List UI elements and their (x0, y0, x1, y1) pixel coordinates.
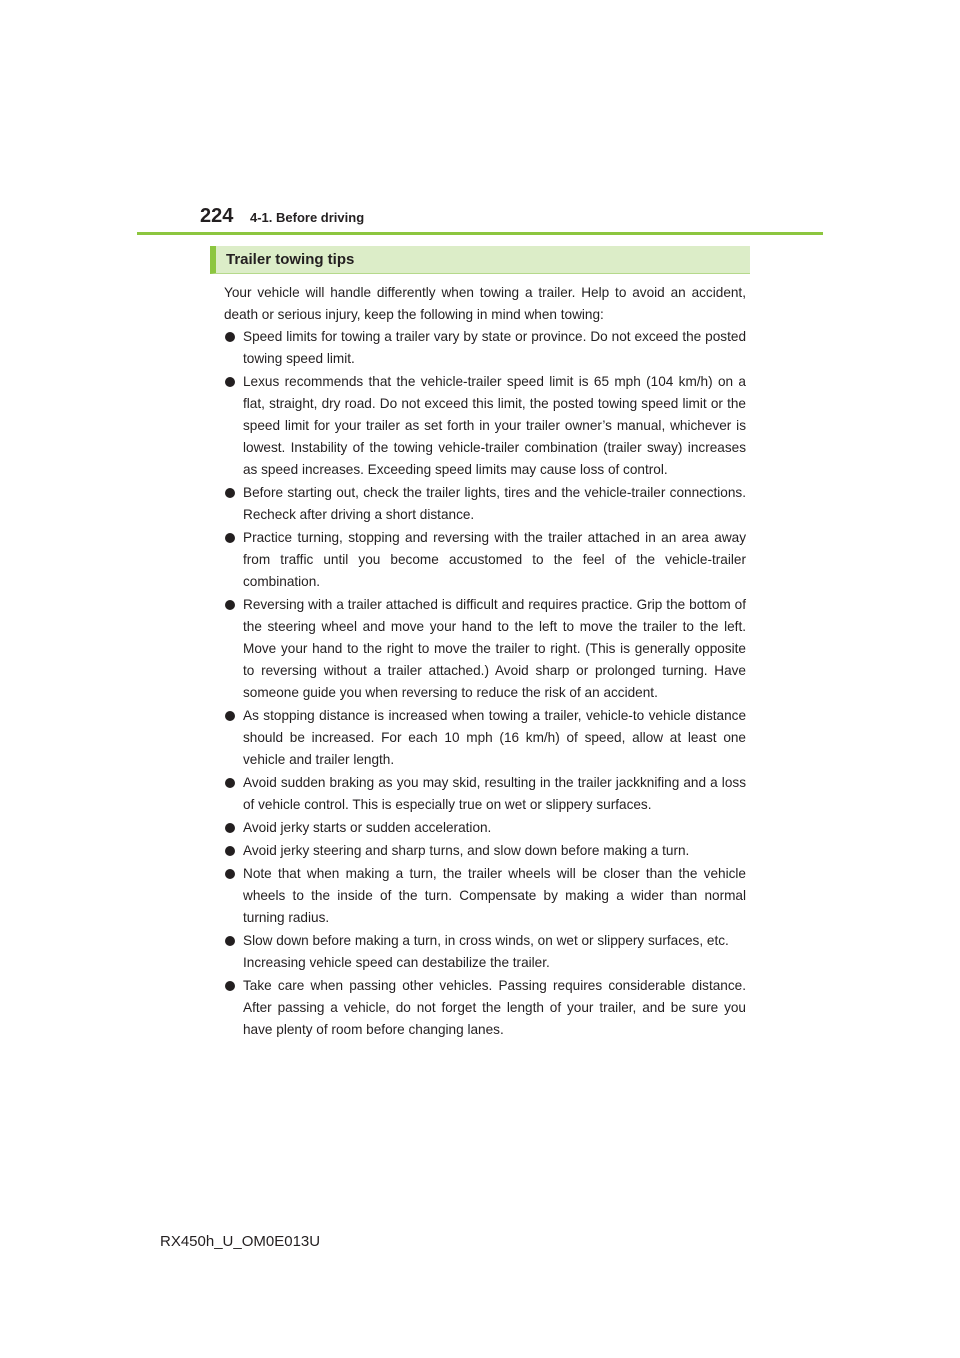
tips-list (224, 326, 746, 1041)
list-item-text: Practice turning, stopping and reversing with the trailer attached in an area away from traffic until you become accustomed to the feel of the vehicle-trailer combination. (243, 530, 746, 589)
list-item-text: Avoid sudden braking as you may skid, resulting in the trailer jackknifing and a loss of vehicle control. This is especially true on wet or slippery surfaces. (243, 775, 746, 812)
page-number: 224 (200, 205, 234, 227)
list-item-text: Slow down before making a turn, in cross winds, on wet or slippery surfaces, etc. (243, 933, 729, 948)
section-heading-bar (210, 246, 750, 274)
list-item (224, 863, 746, 929)
list-item (224, 482, 746, 526)
list-item (224, 326, 746, 370)
list-item-text: Reversing with a trailer attached is difficult and requires practice. Grip the bottom of the steering wheel and move your hand to the left to move the trailer to the left. Move your hand to the right to move the trailer to right. (This is generally opposite to reversing without a trailer attached.) Avoid sharp or prolonged turning. Have someone guide you when reversing to reduce the risk of an accident. (243, 597, 746, 700)
list-item-text: Avoid jerky steering and sharp turns, and slow down before making a turn. (243, 843, 690, 858)
bullet-icon (225, 869, 235, 879)
list-item (224, 930, 746, 974)
list-item-text: Lexus recommends that the vehicle-trailer speed limit is 65 mph (104 km/h) on a flat, straight, dry road. Do not exceed this limit, the posted towing speed limit or the speed limit for your trailer as set forth in your trailer owner’s manual, whichever is lowest. Instability of the towing vehicle-trailer combination (trailer sway) increases as speed increases. Exceeding speed limits may cause loss of control. (243, 374, 746, 477)
list-item (224, 772, 746, 816)
list-item-text: Increasing vehicle speed can destabilize the trailer. (243, 955, 550, 970)
intro-paragraph: Your vehicle will handle differently when towing a trailer. Help to avoid an accident, death or serious injury, keep the following in mind when towing: (224, 285, 746, 322)
list-item (224, 594, 746, 704)
bullet-icon (225, 711, 235, 721)
header-divider (137, 232, 823, 235)
list-item (224, 705, 746, 771)
bullet-icon (225, 488, 235, 498)
list-item-text: Speed limits for towing a trailer vary by state or province. Do not exceed the posted towing speed limit. (243, 329, 746, 366)
bullet-icon (225, 823, 235, 833)
list-item (224, 840, 746, 862)
section-heading: Trailer towing tips (226, 251, 355, 268)
list-item (224, 975, 746, 1041)
list-item-text: Avoid jerky starts or sudden acceleration. (243, 820, 492, 835)
section-breadcrumb: 4-1. Before driving (250, 210, 365, 225)
bullet-icon (225, 778, 235, 788)
list-item (224, 817, 746, 839)
list-item (224, 371, 746, 481)
bullet-icon (225, 600, 235, 610)
list-item-text: As stopping distance is increased when towing a trailer, vehicle-to vehicle distance should be increased. For each 10 mph (16 km/h) of speed, allow at least one vehicle and trailer length. (243, 708, 746, 767)
section-body (224, 282, 746, 1042)
list-item-text: Note that when making a turn, the trailer wheels will be closer than the vehicle wheels to the inside of the turn. Compensate by making a wider than normal turning radius. (243, 866, 746, 925)
list-item (224, 527, 746, 593)
bullet-icon (225, 846, 235, 856)
list-item-text: Take care when passing other vehicles. Passing requires considerable distance. After passing a vehicle, do not forget the length of your trailer, and be sure you have plenty of room before changing lanes. (243, 978, 746, 1037)
bullet-icon (225, 981, 235, 991)
bullet-icon (225, 936, 235, 946)
manual-code: RX450h_U_OM0E013U (160, 1233, 321, 1250)
bullet-icon (225, 533, 235, 543)
list-item-text: Before starting out, check the trailer lights, tires and the vehicle-trailer connections. Recheck after driving a short distance. (243, 485, 746, 522)
bullet-icon (225, 332, 235, 342)
bullet-icon (225, 377, 235, 387)
